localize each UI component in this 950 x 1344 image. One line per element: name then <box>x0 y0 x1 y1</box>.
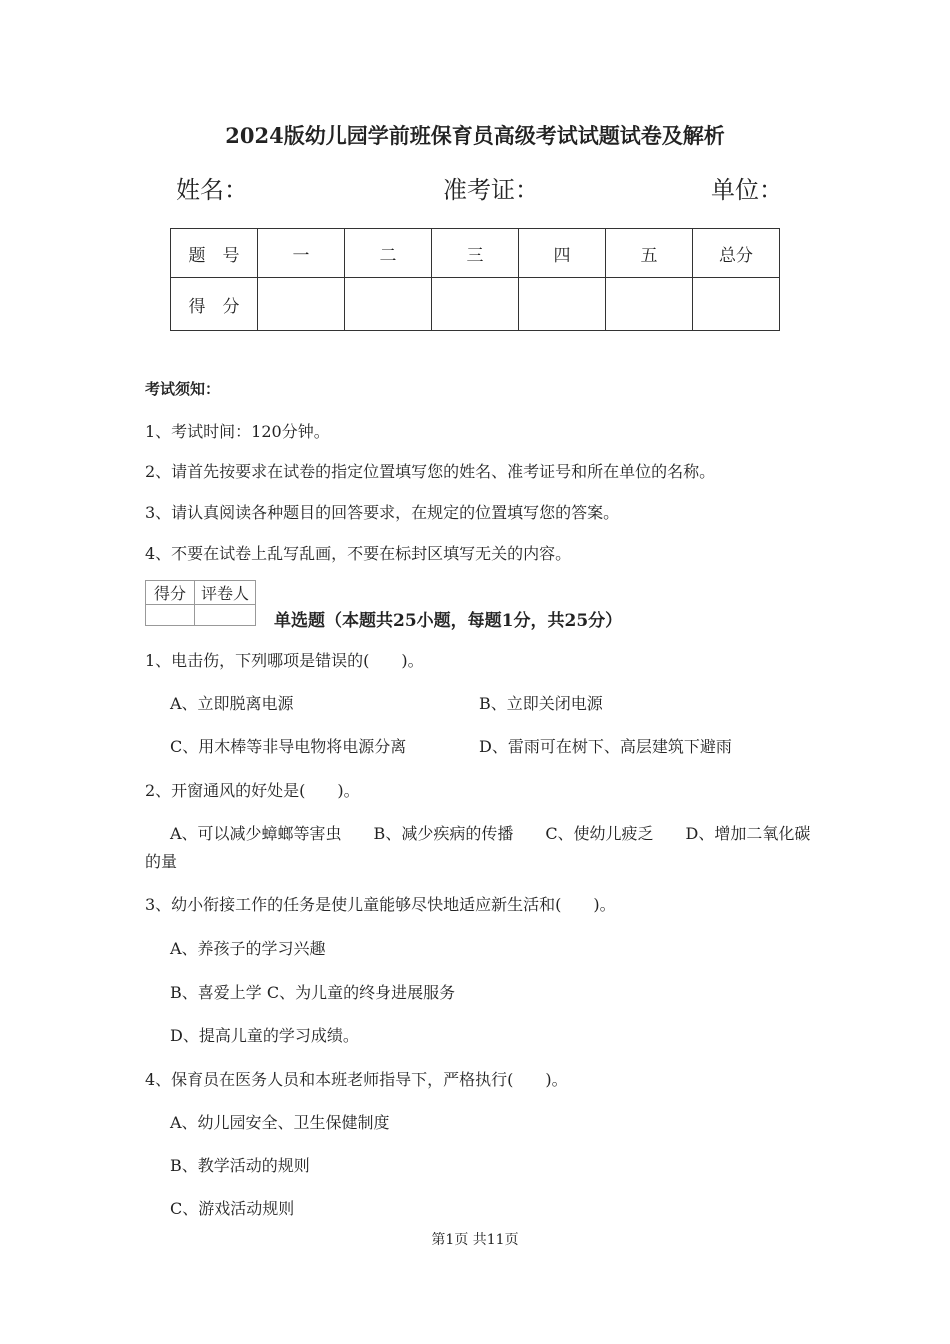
score-cell <box>345 278 432 331</box>
section-title: 单选题（本题共25小题，每题1分，共25分） <box>274 611 623 631</box>
exam-number-field-label: 准考证： <box>443 176 539 204</box>
score-table-col-2: 二 <box>345 229 432 278</box>
score-table-score-label: 得 分 <box>171 278 258 331</box>
notice-item: 2、请首先按要求在试卷的指定位置填写您的姓名、准考证号和所在单位的名称。 <box>145 462 716 481</box>
score-cell <box>258 278 345 331</box>
score-cell <box>606 278 693 331</box>
score-table <box>170 228 780 331</box>
score-cell <box>519 278 606 331</box>
notice-item: 1、考试时间：120分钟。 <box>145 422 330 441</box>
grader-reviewer-cell <box>195 605 256 626</box>
score-table-col-3: 三 <box>432 229 519 278</box>
option-b: B、立即关闭电源 <box>479 694 603 713</box>
notice-item: 3、请认真阅读各种题目的回答要求，在规定的位置填写您的答案。 <box>145 503 620 522</box>
score-cell <box>432 278 519 331</box>
score-table-col-1: 一 <box>258 229 345 278</box>
options-line-continued: 的量 <box>145 852 178 871</box>
grader-reviewer-label: 评卷人 <box>195 581 256 605</box>
notice-item: 4、不要在试卷上乱写乱画，不要在标封区填写无关的内容。 <box>145 544 572 563</box>
option-c: C、用木棒等非导电物将电源分离 <box>170 737 407 756</box>
notice-heading: 考试须知： <box>145 380 221 398</box>
score-table-score-row <box>171 278 780 331</box>
score-table-header-label: 题 号 <box>171 229 258 278</box>
option-a: A、养孩子的学习兴趣 <box>170 939 326 958</box>
option-d: D、提高儿童的学习成绩。 <box>170 1026 359 1045</box>
score-table-col-5: 五 <box>606 229 693 278</box>
score-cell <box>693 278 780 331</box>
name-field-label: 姓名： <box>176 176 248 204</box>
option-a: A、立即脱离电源 <box>170 694 294 713</box>
unit-field-label: 单位： <box>711 176 783 204</box>
option-d: D、雷雨可在树下、高层建筑下避雨 <box>479 737 732 756</box>
question-stem: 3、幼小衔接工作的任务是使儿童能够尽快地适应新生活和( )。 <box>145 895 616 914</box>
option-bc: B、喜爱上学 C、为儿童的终身进展服务 <box>170 983 456 1002</box>
options-line: A、可以减少蟑螂等害虫 B、减少疾病的传播 C、使幼儿疲乏 D、增加二氧化碳 <box>170 824 811 843</box>
grader-box <box>145 580 256 626</box>
page-footer: 第1页 共11页 <box>431 1232 519 1248</box>
score-table-col-total: 总分 <box>693 229 780 278</box>
score-table-col-4: 四 <box>519 229 606 278</box>
question-stem: 4、保育员在医务人员和本班老师指导下，严格执行( )。 <box>145 1070 568 1089</box>
question-stem: 2、开窗通风的好处是( )。 <box>145 781 360 800</box>
option-c: C、游戏活动规则 <box>170 1199 295 1218</box>
question-stem: 1、电击伤，下列哪项是错误的( )。 <box>145 651 424 670</box>
score-table-header-row <box>171 229 780 278</box>
option-a: A、幼儿园安全、卫生保健制度 <box>170 1113 390 1132</box>
option-b: B、教学活动的规则 <box>170 1156 310 1175</box>
doc-title: 2024版幼儿园学前班保育员高级考试试题试卷及解析 <box>225 123 725 148</box>
grader-score-label: 得分 <box>146 581 195 605</box>
grader-score-cell <box>146 605 195 626</box>
